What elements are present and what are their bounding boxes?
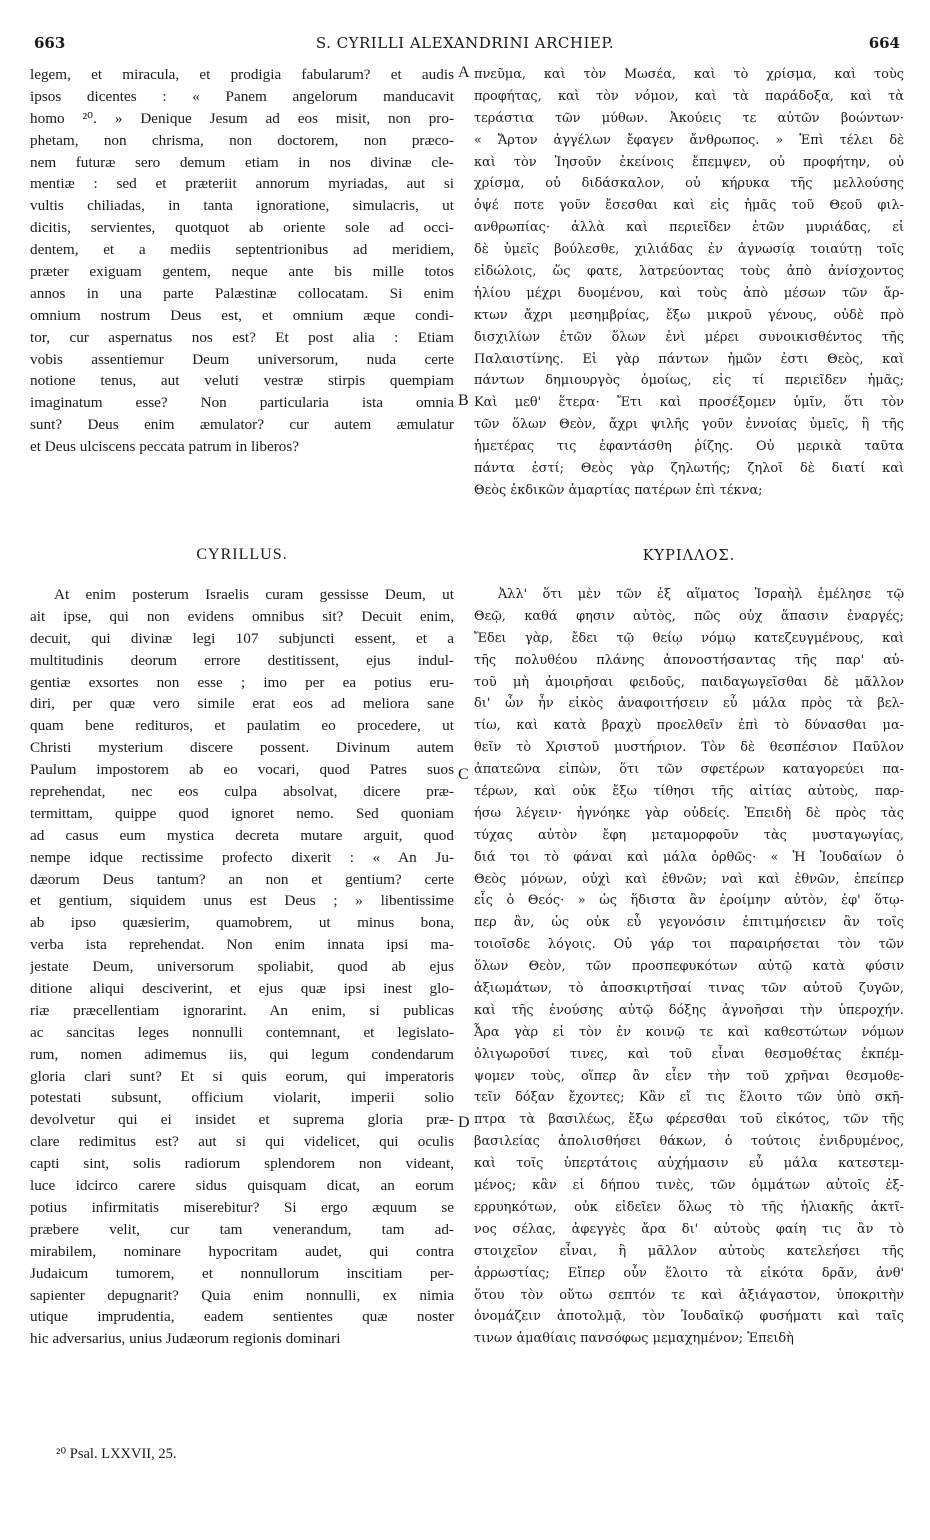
- text-line: hic adversarius, unius Judæorum regionis dominari: [30, 1330, 341, 1348]
- text-line: τῶν ὅλων Θεὸν, ἄχρι ψιλῆς γοῦν ἐννοίας ὑμεῖς, ἢ τῆς: [474, 417, 904, 433]
- text-line: τινων ἀμαθίαις πανσόφως μεμαχημένον; Ἐπειδὴ: [474, 1331, 794, 1347]
- greek-column-top: [474, 64, 904, 502]
- text-line: ad casus eum mystica decreta mutare arguit, quod: [30, 826, 454, 844]
- text-line: decuit, qui divinæ legi 107 subjuncti essent, et a: [30, 629, 454, 647]
- text-line: καὶ τοῖς ὑπερτάτοις αὐχήμασιν εὖ μάλα κατεστεμ-: [474, 1156, 904, 1172]
- text-line: νος σέλας, ἀφεγγὲς ἄρα δι' αὐτοὺς φαίη τις ἂν τὸ: [474, 1221, 904, 1237]
- text-line: præbere velit, cur tam venerandum, tam ad-: [30, 1220, 454, 1238]
- text-line: capti sint, solis radiorum splendorem non videant,: [30, 1155, 454, 1173]
- text-line: reprehendat, nec eos culpa absolvat, dicere præ-: [30, 783, 454, 801]
- text-line: τοῦ μὴ ἀμοιρῆσαι φειδοῦς, παιδαγωγεῖσθαι δὲ μᾶλλον: [474, 674, 904, 690]
- left-page-number: 663: [34, 34, 66, 52]
- text-line: διά τοι τὸ φάναι καὶ μάλα ὀρθῶς· « Ἡ Ἰουδαίων ὁ: [474, 849, 904, 865]
- margin-mark-c: C: [458, 766, 469, 783]
- text-line: εἰδώλοις, ὥς φατε, λατρεύοντας τοὺς ἀπὸ ἀνίσχοντος: [474, 264, 904, 280]
- greek-section-heading: ΚΥΡΙΛΛΟΣ.: [642, 548, 736, 564]
- text-line: ipsos dicentes : « Panem angelorum manducavit: [30, 87, 454, 105]
- text-line: homo ²⁰. » Denique Jesum ad eos misit, non pro-: [30, 109, 454, 127]
- text-line: πνεῦμα, καὶ τὸν Μωσέα, καὶ τὸ χρίσμα, καὶ τοὺς: [474, 67, 904, 82]
- text-line: nempe idque rectissime profecto dixerit : « An Ju-: [30, 848, 454, 866]
- text-line: ἀξιωμάτων, τὸ ἀποσκιρτῆσαί τινας τῶν αὐτοῦ ζυγῶν,: [474, 981, 904, 997]
- text-line: nem futuræ sero demum etiam in nos divinæ cle-: [30, 153, 454, 171]
- text-line: Ἔδει γὰρ, ἔδει τῷ θείῳ νόμῳ κατεζευγμένους, καὶ: [474, 630, 904, 646]
- text-line: imaginatum esse? Non particularia ista omnia: [30, 394, 454, 412]
- greek-column-bottom: [474, 584, 904, 1350]
- text-line: καὶ τῆς ἐνούσης αὐτῷ δόξης ἀγνοῆσαι τὴν ὑπεροχήν.: [474, 1002, 904, 1018]
- text-line: riæ præcellentiam ignorarint. An enim, si publicas: [30, 1001, 454, 1019]
- text-line: τίω, καὶ κατὰ βραχὺ προελθεῖν ἐπὶ τὸ δύνασθαι μα-: [474, 718, 904, 734]
- text-line: Θεὸς ἐκδικῶν ἁμαρτίας πατέρων ἐπὶ τέκνα;: [474, 482, 763, 498]
- text-line: ait ipse, qui non evidens omnibus sit? Decuit enim,: [30, 607, 454, 625]
- text-line: Judaicum tumorem, et nonnullorum inscitiam per-: [30, 1264, 454, 1282]
- text-line: ὀψέ ποτε γοῦν ἔσεσθαι καὶ εἰς ἡμᾶς τοῦ Θεοῦ φιλ-: [474, 198, 904, 214]
- text-line: « Ἄρτον ἀγγέλων ἔφαγεν ἄνθρωπος. » Ἐπὶ τέλει δὲ: [474, 132, 904, 148]
- text-line: quam bene redituros, et paulatim eo procedere, ut: [30, 717, 454, 735]
- text-line: et Deus ulciscens peccata patrum in liberos?: [30, 438, 300, 456]
- text-line: Θεῷ, καθά φησιν αὐτὸς, πῶς οὐχ ἅπασιν ἐναργές;: [474, 608, 904, 624]
- text-line: βασιλείας ἀπολισθήσει θάκων, ὁ τούτοις ἐνιδρυμένος,: [474, 1134, 904, 1150]
- text-line: mirabilem, nominare hypocritam audet, qui contra: [30, 1242, 454, 1260]
- text-line: πάντα ἐστί; Θεὸς γὰρ ζηλωτής; ζηλοῖ δὲ διατί καὶ: [474, 461, 904, 477]
- text-line: ἀρρωστίας; Εἴπερ οὖν ἕλοιτο τὰ εἰκότα δρᾶν, ἀνθ': [474, 1265, 904, 1281]
- text-line: potius infirmitatis miserebitur? Si ergo æquum se: [30, 1198, 454, 1216]
- margin-mark-b: B: [458, 392, 469, 409]
- page-header: [0, 34, 930, 58]
- text-line: ὅτου τὸν οὕτω σεπτόν τε καὶ ἀξιάγαστον, ὑποκριτὴν: [474, 1287, 904, 1303]
- text-line: ἡμετέρας τις ἐφαντάσθη ῥίζης. Οὐ μερικὰ ταῦτα: [474, 439, 904, 455]
- text-line: προφήτας, καὶ τὸν νόμον, καὶ τὰ παράδοξα, καὶ τὰ: [474, 88, 904, 104]
- text-line: annos in una parte Palæstinæ collocatam. Si enim: [30, 284, 454, 302]
- text-line: gentiæ exsortes non esse ; imo per ea potius eru-: [30, 673, 454, 691]
- text-line: Καὶ μεθ' ἕτερα· Ἔτι καὶ προσέξομεν ὑμῖν, ὅτι τὸν: [474, 395, 904, 411]
- text-line: verba ista reprehendat. Non enim innata ipsi ma-: [30, 936, 454, 954]
- text-line: legem, et miracula, et prodigia fabularum? et audis: [30, 66, 454, 83]
- text-line: sapienter depugnarit? Quia enim nonnulli, ex nimia: [30, 1286, 454, 1304]
- text-line: ὀλιγωροῦσί τινες, καὶ τοῦ εἶναι θεσμοθέτας ἐκπέμ-: [474, 1046, 904, 1062]
- text-line: potestati subsunt, officium violarit, imperii solio: [30, 1089, 454, 1107]
- text-line: omnium nostrum Deus est, et omnium æque condi-: [30, 306, 454, 324]
- footnote: ²⁰ Psal. LXXVII, 25.: [56, 1446, 177, 1462]
- text-line: ditione aliqui desciverint, et ejus quæ ipsi inest glo-: [30, 980, 454, 998]
- text-line: Paulum impostorem ab eo vocari, quod Patres suos: [30, 761, 454, 779]
- text-line: ήσω λέγειν· ἠγνόηκε γὰρ οὐδείς. Ἐπειδὴ δὲ πρὸς τὰς: [474, 805, 904, 821]
- text-line: πτρα τὰ βασιλέως, ἔξω φέρεσθαι τοῦ εἰκότος, τῶν τῆς: [474, 1112, 904, 1128]
- text-line: τέρων, καὶ οὐκ ἔξω τίθησι τῆς αἰτίας αὐτοὺς, παρ-: [474, 784, 904, 800]
- text-line: Ἀλλ' ὅτι μὲν τῶν ἐξ αἵματος Ἰσραὴλ ἐμέλησε τῷ: [498, 587, 904, 602]
- text-line: gloria clari sunt? Et si quis eorum, qui imperatoris: [30, 1067, 454, 1085]
- margin-mark-d: D: [458, 1114, 470, 1131]
- text-line: dicitis, servientes, quotquot ab oriente sole ad occi-: [30, 219, 454, 237]
- text-line: phetam, non chrisma, non doctorem, non præco-: [30, 131, 454, 149]
- text-line: Ἆρα γὰρ εἰ τὸν ἐν κοινῷ τε καὶ καθεστώτων νόμων: [474, 1024, 904, 1040]
- right-page-number: 664: [868, 34, 900, 52]
- text-line: μένος; κἂν εἰ δήπου τινὲς, τῶν ὀμμάτων αὐτοῖς ἐξ-: [474, 1178, 904, 1194]
- text-line: πάντων δημιουργὸς ὁμοίως, εἰς τί περιεῖδεν ἡμᾶς;: [474, 373, 904, 389]
- text-line: luce idcirco carere sidus quisquam dicat, an eorum: [30, 1177, 454, 1195]
- text-line: τύχας αὐτὸν ἔφη μεταμορφοῦν τὰς μυσταγωγίας,: [474, 827, 904, 843]
- text-line: στοιχεῖον εἶναι, ἢ μᾶλλον αὐτοὺς κατελεήσει τῆς: [474, 1243, 904, 1259]
- text-line: ab ipso quæsierim, quamobrem, ut minus bona,: [30, 914, 454, 932]
- text-line: Παλαιστίνης. Εἰ γὰρ πάντων ἡμῶν ἐστι Θεὸς, καὶ: [474, 351, 904, 367]
- text-line: περ ἂν, ὡς οὐκ εὖ γεγονόσιν ἐπιτιμήσειεν ἂν τοῖς: [474, 915, 904, 931]
- text-line: dentem, et a mediis septentrionibus ad meridiem,: [30, 241, 454, 259]
- text-line: ερρυηκότων, οὐκ εἰδεῖεν ὅλως τὸ τῆς ἡλιακῆς ἀκτῖ-: [474, 1199, 904, 1215]
- text-line: notione tenus, aut veluti vestræ stirpis quempiam: [30, 372, 454, 390]
- text-line: εἷς ὁ Θεός· » ὡς ἥδιστα ἂν ἐροίμην αὐτὸν, ἐφ' ὅτῳ-: [474, 893, 904, 909]
- text-line: utique imprudentia, eadem sentientes quæ noster: [30, 1308, 454, 1326]
- latin-column-bottom: [30, 584, 454, 1350]
- text-line: devolvetur qui ei insidet et suprema gloria præ-: [30, 1111, 454, 1129]
- text-line: τοιοῖσδε λόγοις. Οὐ γάρ τοι παραιρήσεται τὸν τῶν: [474, 937, 904, 953]
- text-line: rum, nomen adimemus iis, qui legum condendarum: [30, 1045, 454, 1063]
- text-line: clare redimitus est? aut si qui videlicet, qui oculis: [30, 1133, 454, 1151]
- text-line: multitudinis deorum errore destitissent, ejus indul-: [30, 651, 454, 669]
- text-line: χρίσμα, οὐ διδάσκαλον, οὐ κήρυκα τῆς μελλούσης: [474, 176, 904, 192]
- text-line: Christi mysterium discere possent. Divinum autem: [30, 739, 454, 757]
- latin-column-top: [30, 64, 454, 458]
- text-line: ac sancitas leges nonnulli contemnant, et legislato-: [30, 1023, 454, 1041]
- text-line: mentiæ : sed et præteriit annorum myriadas, aut si: [30, 175, 454, 193]
- text-line: καὶ τὸν Ἰησοῦν ἐκείνοις ἔπεμψεν, οὐ προφήτην, οὐ: [474, 154, 904, 170]
- text-line: sunt? Deus enim æmulator? cur autem æmulatur: [30, 416, 454, 434]
- text-line: τεράστια τῶν μύθων. Ἀκούεις τε αὐτῶν βοώντων·: [474, 110, 904, 126]
- text-line: ἡλίου μέχρι δυομένου, καὶ τοὺς ἀπὸ μέσων τῶν ἄρ-: [474, 285, 904, 301]
- text-line: θεῖν τὸ Χριστοῦ μυστήριον. Τὸν δὲ θεσπέσιον Παῦλον: [474, 740, 904, 756]
- running-title: S. CYRILLI ALEXANDRINI ARCHIEP.: [315, 34, 615, 52]
- text-line: δι' ὧν ἦν εἰκὸς ἀναφοιτήσειν εὖ μάλα πρὸς τὰ βελ-: [474, 696, 904, 712]
- text-line: ἀπατεῶνα εἰπὼν, ὅτι τῶν σφετέρων καταγορεύει πα-: [474, 762, 904, 778]
- text-line: ὀνομάζειν ἀποτολμᾷ, τὸν Ἰουδαϊκῷ φυσήματι καὶ ταῖς: [474, 1309, 904, 1325]
- text-line: ὅλων Θεὸν, τῶν προσπεφυκότων αὐτῷ κατὰ φύσιν: [474, 959, 904, 975]
- text-line: et gentium, siquidem unus est Deus ; » libentissime: [30, 892, 454, 910]
- text-line: vobis assentiemur Deum universorum, nuda certe: [30, 350, 454, 368]
- text-line: ψομεν τοὺς, οἵπερ ἂν εἶεν τὴν τοῦ χρῆναι θεσμοθε-: [474, 1068, 904, 1084]
- latin-section-heading: CYRILLUS.: [196, 546, 288, 563]
- text-line: At enim posterum Israelis curam gessisse Deum, ut: [54, 586, 454, 603]
- text-line: tor, cur aspernatus nos est? Et post alia : Etiam: [30, 328, 454, 346]
- text-line: dæorum Deus tantum? an non et gentium? certe: [30, 870, 454, 888]
- text-line: δὲ ὑμεῖς βούλεσθε, χιλιάδας ἐν ἀγνωσίᾳ τοιαύτῃ τοῖς: [474, 242, 904, 258]
- text-line: vultis chiliadas, in tanta ignoratione, simulacris, ut: [30, 197, 454, 215]
- text-line: τεῖν δόξαν ἔχοντες; Κἂν εἴ τις ἕλοιτο τῶν ὑπὸ σκῆ-: [474, 1090, 904, 1106]
- text-line: diri, per quæ vero simile erat eos ad meliora sane: [30, 695, 454, 713]
- text-line: τῆς πολυθέου πλάνης ἀπονοστήσαντας τῆς παρ' αὐ-: [474, 652, 904, 668]
- text-line: termittam, quippe quod ignoret nemo. Sed quoniam: [30, 804, 454, 822]
- text-line: jestate Deum, universorum spoliabit, quod ab ejus: [30, 958, 454, 976]
- text-line: Θεὸς μόνων, οὐχὶ καὶ ἐθνῶν; ναὶ καὶ ἐθνῶν, ἐπείπερ: [474, 871, 904, 887]
- text-line: ανθρωπίας· ἀλλὰ καὶ περιεῖδεν ἐτῶν μυριάδας, εἰ: [474, 220, 904, 236]
- margin-mark-a: A: [458, 64, 470, 81]
- text-line: præter exiguam gentem, neque ante bis mille totos: [30, 263, 454, 281]
- text-line: κτων ἄχρι μεσημβρίας, ἔξω μικροῦ γένους, οὐδὲ πρὸ: [474, 307, 904, 323]
- text-line: δισχιλίων ἐτῶν ὅλων ἑνὶ μέρει συνοικισθέντος τῆς: [474, 329, 904, 345]
